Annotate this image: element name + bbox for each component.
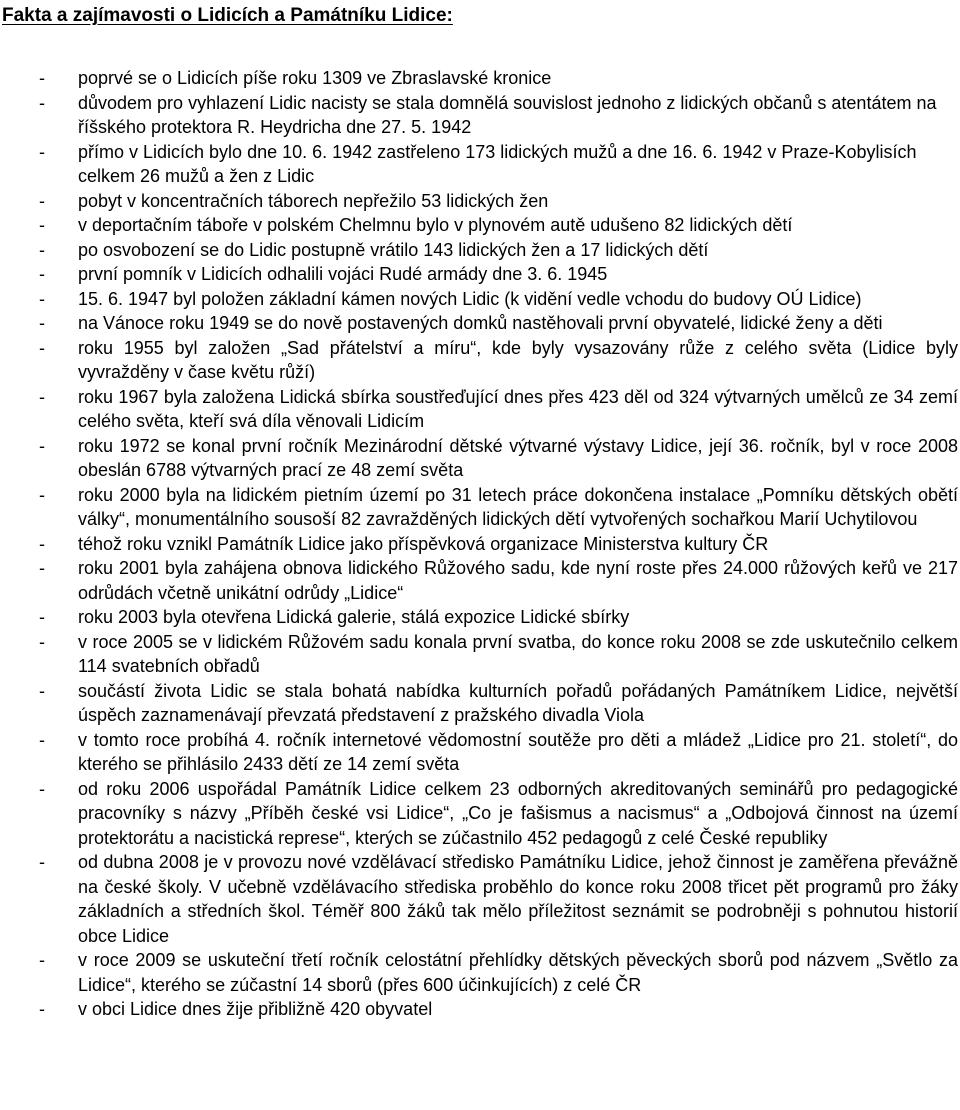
bullet-dash: - bbox=[39, 313, 45, 333]
bullet-dash: - bbox=[39, 288, 45, 309]
list-item-text: součástí života Lidic se stala bohatá nabídka kulturních pořadů pořádaných Památníkem Lidice, největší úspěch zaznamenávají převzatá představení z pražského divadla Viola bbox=[78, 680, 958, 725]
list-item-text: pobyt v koncentračních táborech nepřežilo 53 lidických žen bbox=[78, 190, 549, 211]
list-item bbox=[2, 213, 958, 238]
list-item-text: na Vánoce roku 1949 se do nově postavených domků nastěhovali první obyvatelé, lidické ženy a děti bbox=[78, 313, 883, 333]
bullet-dash: - bbox=[39, 92, 45, 113]
list-item bbox=[2, 287, 958, 312]
list-item-text: od dubna 2008 je v provozu nové vzdělávací středisko Památníku Lidice, jehož činnost je zaměřena převážně na české školy. V učebně vzdělávacího střediska proběhlo do konce roku 2008 třicet pět programů pro žáky základních a středních škol. Téměř 800 žáků tak mělo příležitost seznámit se podrobněji s pohnutou historií obce Lidice bbox=[78, 852, 958, 946]
list-item bbox=[2, 997, 958, 1022]
bullet-dash: - bbox=[39, 558, 45, 578]
facts-list bbox=[2, 66, 958, 1022]
bullet-dash: - bbox=[39, 680, 45, 701]
list-item bbox=[2, 434, 958, 483]
bullet-dash: - bbox=[39, 264, 45, 284]
bullet-dash: - bbox=[39, 141, 45, 162]
bullet-dash: - bbox=[39, 484, 45, 505]
list-item bbox=[2, 777, 958, 851]
bullet-dash: - bbox=[39, 215, 45, 235]
list-item bbox=[2, 605, 958, 630]
list-item bbox=[2, 385, 958, 434]
page-title: Fakta a zajímavosti o Lidicích a Památníku Lidice: bbox=[2, 5, 453, 26]
bullet-dash: - bbox=[39, 533, 45, 554]
list-item-text: téhož roku vznikl Památník Lidice jako příspěvková organizace Ministerstva kultury ČR bbox=[78, 533, 769, 554]
bullet-dash: - bbox=[39, 239, 45, 260]
list-item bbox=[2, 91, 958, 140]
list-item-text: roku 2003 byla otevřena Lidická galerie, stálá expozice Lidické sbírky bbox=[78, 607, 630, 627]
list-item-text: přímo v Lidicích bylo dne 10. 6. 1942 zastřeleno 173 lidických mužů a dne 16. 6. 1942 v Praze-Kobylisích celkem 26 mužů a žen z Lidic bbox=[78, 141, 917, 186]
list-item bbox=[2, 948, 958, 997]
list-item-text: roku 1955 byl založen „Sad přátelství a míru“, kde byly vysazovány růže z celého světa (Lidice byly vyvražděny v čase květu růží) bbox=[78, 337, 958, 382]
bullet-dash: - bbox=[39, 950, 45, 970]
list-item bbox=[2, 238, 958, 263]
list-item bbox=[2, 850, 958, 948]
list-item bbox=[2, 483, 958, 532]
bullet-dash: - bbox=[39, 631, 45, 652]
list-item bbox=[2, 262, 958, 287]
list-item bbox=[2, 66, 958, 91]
list-item-text: od roku 2006 uspořádal Památník Lidice celkem 23 odborných akreditovaných seminářů pro pedagogické pracovníky s názvy „Příběh české vsi Lidice“, „Co je fašismus a nacismus“ a „Odbojová činnost na území protektorátu a nacistická represe“, kterých se zúčastnilo 452 pedagogů z celé České republiky bbox=[78, 778, 958, 848]
bullet-dash: - bbox=[39, 435, 45, 456]
bullet-dash: - bbox=[39, 778, 45, 799]
list-item bbox=[2, 140, 958, 189]
list-item-text: roku 1967 byla založena Lidická sbírka soustřeďující dnes přes 423 děl od 324 výtvarných umělců ze 34 zemí celého světa, kteří svá díla věnovali Lidicím bbox=[78, 386, 958, 431]
list-item bbox=[2, 189, 958, 214]
list-item-text: důvodem pro vyhlazení Lidic nacisty se stala domnělá souvislost jednoho z lidických občanů s atentátem na říšského protektora R. Heydricha dne 27. 5. 1942 bbox=[78, 92, 937, 137]
list-item-text: poprvé se o Lidicích píše roku 1309 ve Zbraslavské kronice bbox=[78, 68, 552, 88]
list-item-text: 15. 6. 1947 byl položen základní kámen nových Lidic (k vidění vedle vchodu do budovy OÚ Lidice) bbox=[78, 288, 862, 309]
list-item-text: v roce 2009 se uskuteční třetí ročník celostátní přehlídky dětských pěveckých sborů pod názvem „Světlo za Lidice“, kterého se zúčastní 14 sborů (přes 600 účinkujících) z celé ČR bbox=[78, 950, 958, 995]
list-item bbox=[2, 532, 958, 557]
list-item bbox=[2, 630, 958, 679]
list-item bbox=[2, 679, 958, 728]
list-item bbox=[2, 311, 958, 336]
list-item-text: roku 1972 se konal první ročník Mezinárodní dětské výtvarné výstavy Lidice, její 36. ročník, byl v roce 2008 obeslán 6788 výtvarných prací ze 48 zemí světa bbox=[78, 435, 958, 480]
bullet-dash: - bbox=[39, 386, 45, 407]
list-item bbox=[2, 336, 958, 385]
list-item bbox=[2, 556, 958, 605]
bullet-dash: - bbox=[39, 337, 45, 358]
list-item-text: po osvobození se do Lidic postupně vrátilo 143 lidických žen a 17 lidických dětí bbox=[78, 239, 709, 260]
bullet-dash: - bbox=[39, 852, 45, 872]
bullet-dash: - bbox=[39, 607, 45, 627]
list-item-text: roku 2001 byla zahájena obnova lidického Růžového sadu, kde nyní roste přes 24.000 růžových keřů ve 217 odrůdách včetně unikátní odrůdy „Lidice“ bbox=[78, 558, 958, 603]
list-item-text: v tomto roce probíhá 4. ročník internetové vědomostní soutěže pro děti a mládež „Lidice pro 21. století“, do kterého se přihlásilo 2433 dětí ze 14 zemí světa bbox=[78, 729, 958, 774]
list-item-text: první pomník v Lidicích odhalili vojáci Rudé armády dne 3. 6. 1945 bbox=[78, 264, 608, 284]
bullet-dash: - bbox=[39, 999, 45, 1019]
list-item-text: roku 2000 byla na lidickém pietním území po 31 letech práce dokončena instalace „Pomníku dětských obětí války“, monumentálního sousoší 82 zavražděných lidických dětí vytvořených sochařkou Marií Uchytilovou bbox=[78, 484, 958, 529]
list-item bbox=[2, 728, 958, 777]
bullet-dash: - bbox=[39, 190, 45, 211]
list-item-text: v deportačním táboře v polském Chelmnu bylo v plynovém autě udušeno 82 lidických dětí bbox=[78, 215, 793, 235]
list-item-text: v roce 2005 se v lidickém Růžovém sadu konala první svatba, do konce roku 2008 se zde uskutečnilo celkem 114 svatebních obřadů bbox=[78, 631, 958, 676]
bullet-dash: - bbox=[39, 729, 45, 750]
bullet-dash: - bbox=[39, 68, 45, 88]
list-item-text: v obci Lidice dnes žije přibližně 420 obyvatel bbox=[78, 999, 433, 1019]
